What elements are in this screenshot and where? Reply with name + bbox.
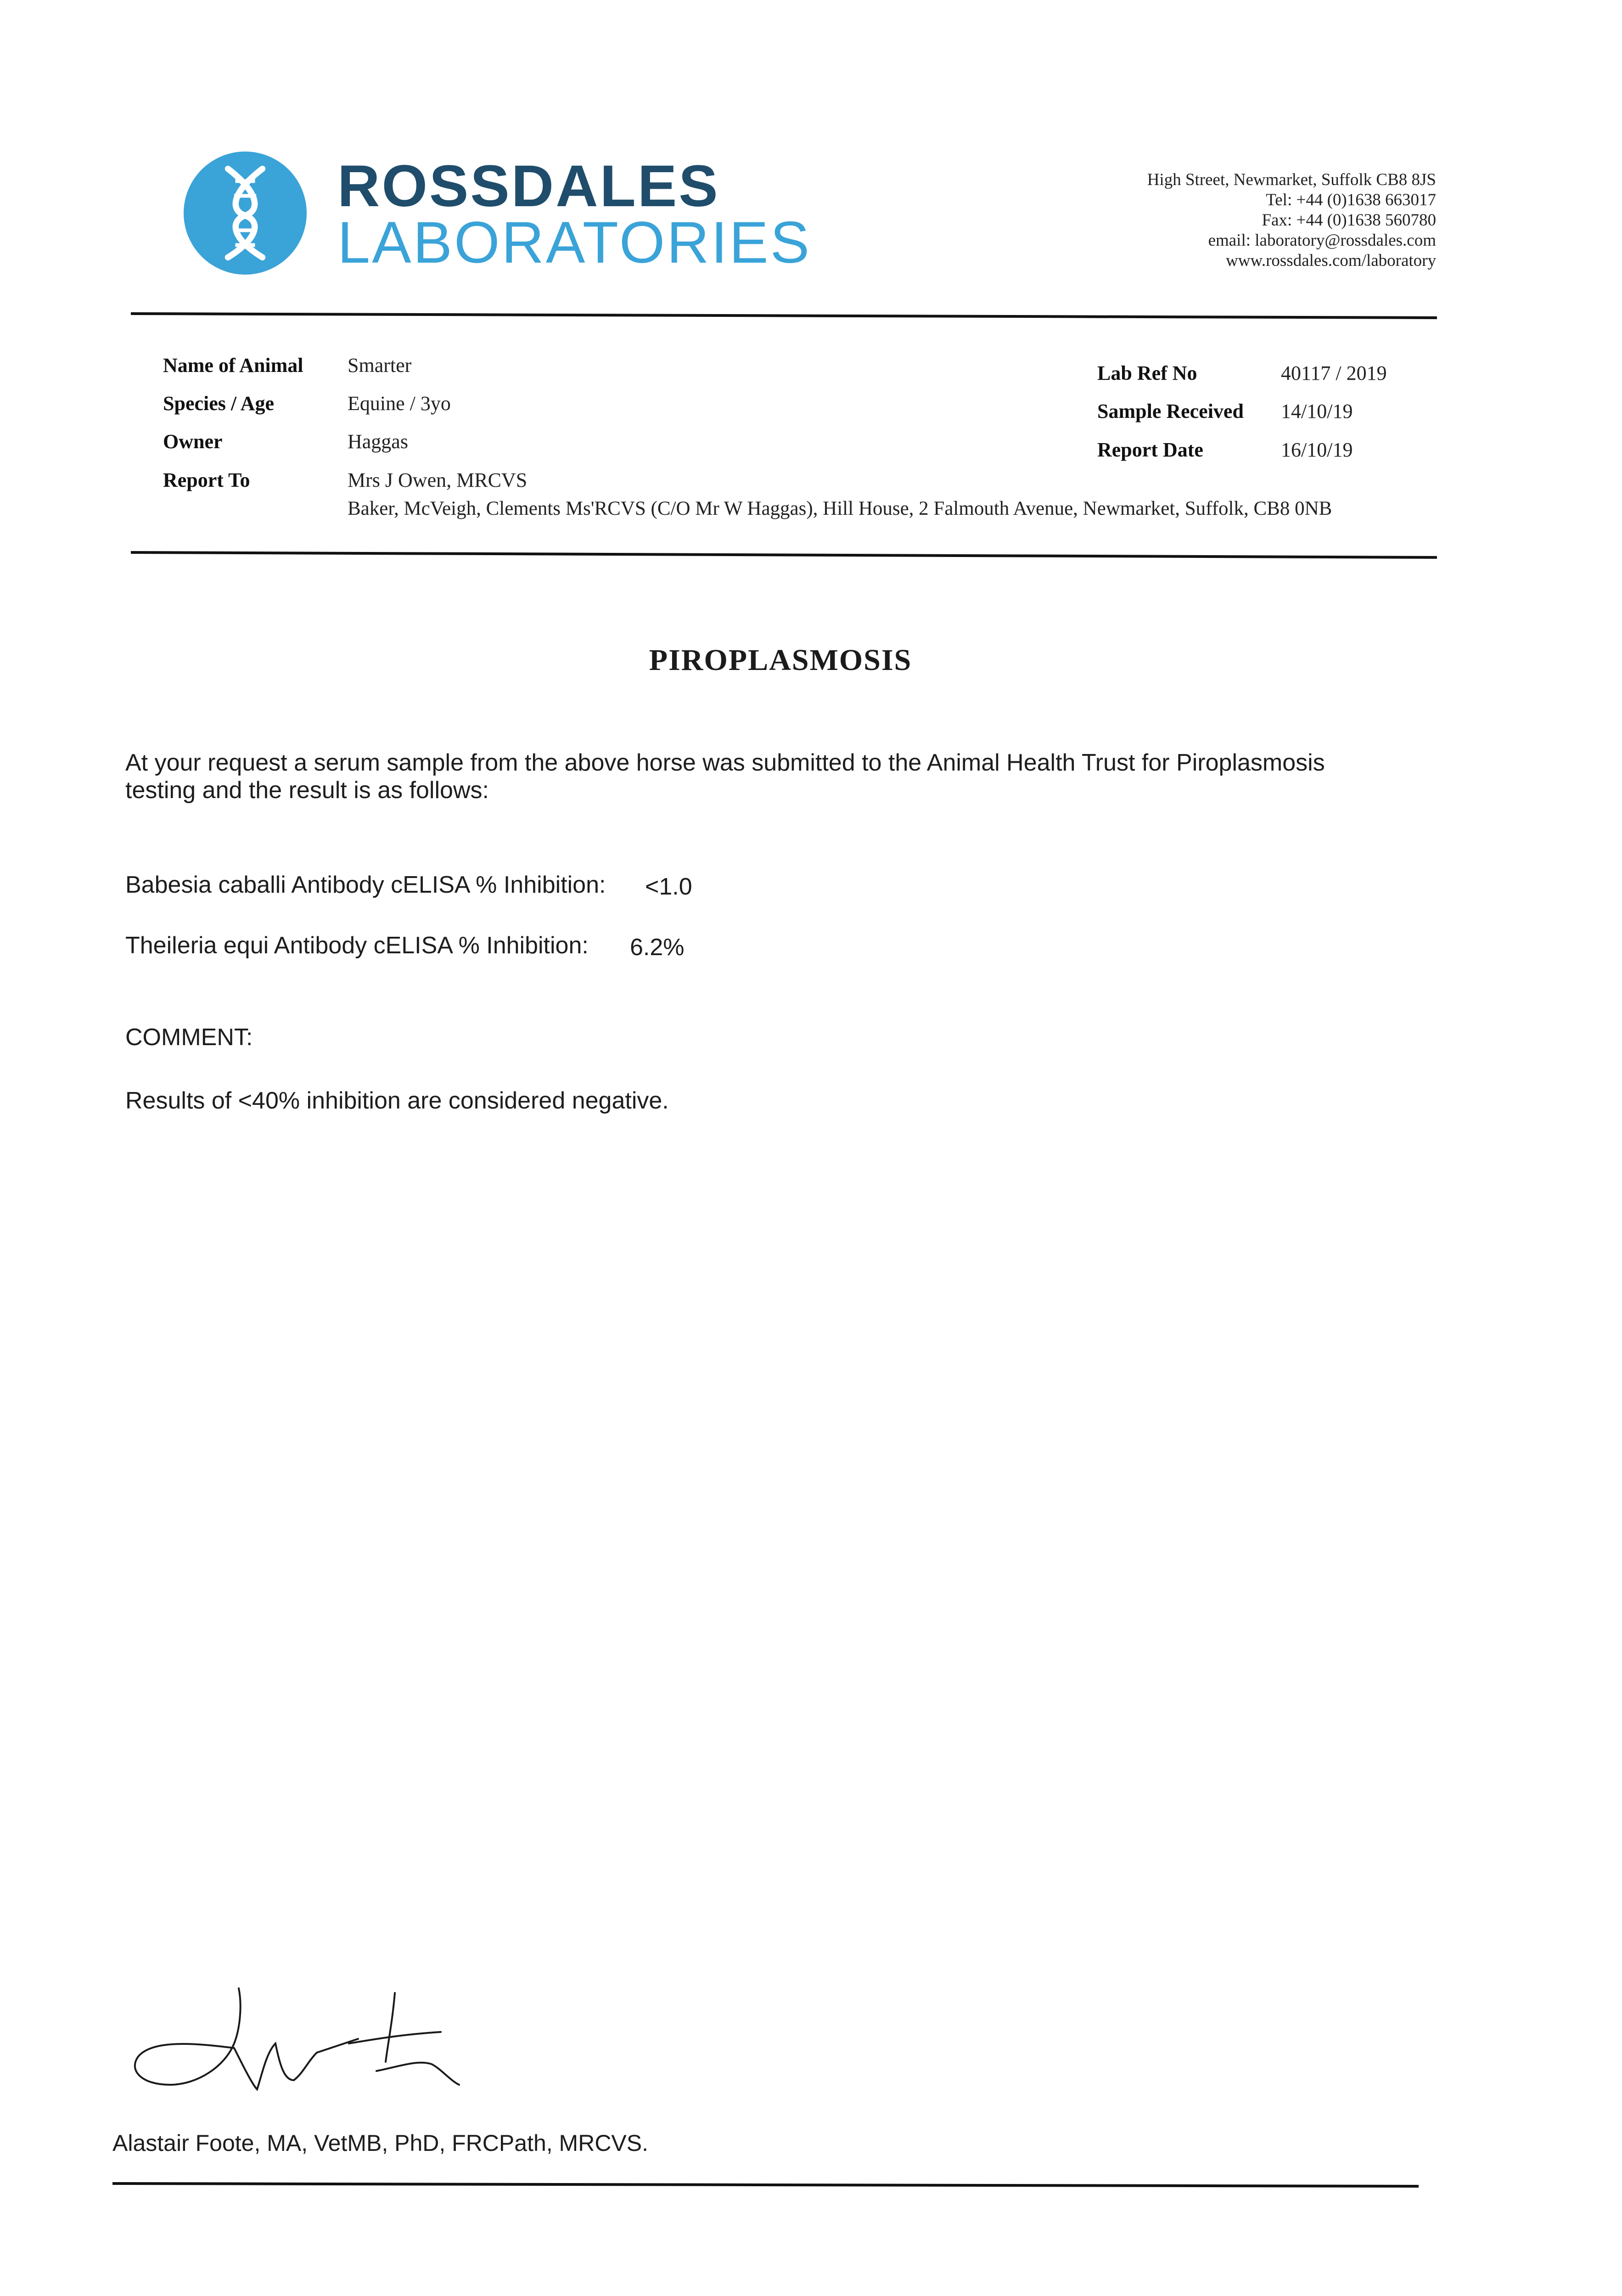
- result-babesia-label: Babesia caballi Antibody cELISA % Inhibition:: [125, 872, 606, 898]
- brand-name-rossdales: ROSSDALES: [337, 153, 720, 219]
- result-theileria-label: Theileria equi Antibody cELISA % Inhibition:: [125, 932, 589, 959]
- address-website: www.rossdales.com/laboratory: [1226, 251, 1436, 270]
- handwritten-signature: [119, 1975, 468, 2112]
- address-email: email: laboratory@rossdales.com: [1208, 231, 1436, 250]
- species-age-label: Species / Age: [163, 392, 274, 415]
- species-age-value: Equine / 3yo: [348, 392, 451, 415]
- sample-received-value: 14/10/19: [1281, 400, 1353, 422]
- lab-ref-value: 40117 / 2019: [1281, 362, 1387, 384]
- report-to-name: Mrs J Owen, MRCVS: [348, 469, 528, 491]
- signer-name: Alastair Foote, MA, VetMB, PhD, FRCPath, MRCVS.: [112, 2130, 649, 2156]
- brand-name-laboratories: LABORATORIES: [337, 210, 811, 276]
- report-to-address: Baker, McVeigh, Clements Ms'RCVS (C/O Mr W Haggas), Hill House, 2 Falmouth Avenue, Newmarket, Suffolk, CB8 0NB: [348, 498, 1332, 519]
- name-of-animal-label: Name of Animal: [163, 354, 303, 377]
- result-theileria-value: 6.2%: [630, 934, 685, 961]
- lab-ref-label: Lab Ref No: [1097, 362, 1197, 384]
- lab-address-block: [1147, 170, 1436, 271]
- owner-value: Haggas: [348, 430, 408, 453]
- address-street: High Street, Newmarket, Suffolk CB8 8JS: [1147, 170, 1436, 189]
- footer-divider: [112, 2182, 1419, 2188]
- address-phone: Tel: +44 (0)1638 663017: [1266, 191, 1436, 209]
- report-to-label: Report To: [163, 469, 250, 491]
- address-fax: Fax: +44 (0)1638 560780: [1262, 211, 1436, 230]
- dna-helix-icon: [184, 152, 307, 275]
- header-divider: [131, 312, 1437, 319]
- report-title: PIROPLASMOSIS: [649, 643, 912, 677]
- intro-line-1: At your request a serum sample from the above horse was submitted to the Animal Health Trust for Piroplasmosis: [125, 749, 1325, 776]
- report-date-value: 16/10/19: [1281, 439, 1353, 461]
- owner-label: Owner: [163, 430, 223, 453]
- report-date-label: Report Date: [1097, 439, 1203, 461]
- intro-line-2: testing and the result is as follows:: [125, 777, 489, 804]
- sample-received-label: Sample Received: [1097, 400, 1244, 422]
- comment-text: Results of <40% inhibition are considered negative.: [125, 1087, 669, 1114]
- name-of-animal-value: Smarter: [348, 354, 412, 377]
- comment-heading: COMMENT:: [125, 1024, 253, 1051]
- result-babesia-value: <1.0: [645, 873, 692, 900]
- details-divider: [131, 551, 1437, 559]
